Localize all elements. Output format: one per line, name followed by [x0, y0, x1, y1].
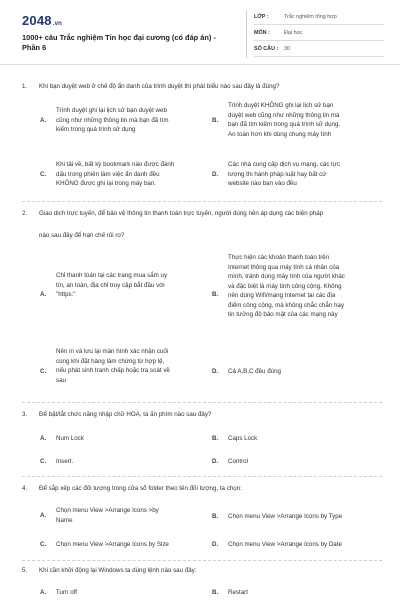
question-text-line: nào sau đây để hạn chế rủi ro?	[39, 232, 125, 239]
option-line: Chọn menu View >Arrange Icons >by	[56, 507, 159, 514]
option-line: Trình duyệt KHÔNG ghi lại lịch sử bạn	[228, 102, 334, 109]
option-text	[228, 160, 340, 189]
option-line: duyệt web cũng như những thông tin mà	[228, 111, 340, 119]
option-line: cũng như những thông tin mà bạn đã tìm	[56, 116, 169, 124]
option-line: tín, an toàn, địa chỉ truy cập bắt đầu với	[56, 281, 165, 289]
option-letter: C.	[40, 171, 47, 178]
option-line: Trình duyệt ghi lại lịch sử bạn duyệt web	[56, 107, 167, 114]
option-text	[228, 512, 342, 522]
option-text	[56, 347, 170, 385]
option-line: Khi tải về, bất kỳ bookmark nào được đánh	[56, 161, 175, 168]
option-line: tin tưởng độ bảo mật của các mạng này	[228, 311, 338, 318]
option-letter: C.	[40, 541, 47, 548]
option-line: sau	[56, 376, 66, 384]
option-text	[56, 540, 169, 550]
option-line: Control	[228, 458, 248, 465]
option-line: kiếm trong quá trình sử dụng	[56, 126, 136, 133]
option-line: Internet thông qua máy tính cá nhân của	[228, 263, 340, 271]
question-divider	[22, 476, 382, 478]
site-logo[interactable]	[22, 13, 62, 28]
option-line: Chỉ thanh toán tại các trang mua sắm uy	[56, 272, 168, 279]
option-line: Chọn menu View >Arrange Icons by Type	[228, 513, 343, 520]
option-line: nên dùng Wifi/mạng Internet tại các địa	[228, 292, 336, 299]
option-line: KHÔNG được ghi lại trong máy bạn.	[56, 180, 157, 187]
option-text	[228, 588, 248, 598]
question-text-line: Để bật/tắt chức năng nhập chữ HOA, ta ấn phím nào sau đây?	[39, 411, 212, 418]
question-number: 4.	[22, 485, 28, 492]
option-line: nếu phát sinh tranh chấp hoặc tra soát về	[56, 367, 170, 374]
question-text	[39, 203, 379, 247]
option-letter: A.	[40, 512, 47, 519]
option-line: Chọn menu View >Arrange Icons by Date	[228, 541, 342, 548]
option-text	[228, 253, 345, 320]
option-line: Các nhà cung cấp dịch vụ mạng, các lực	[228, 161, 340, 168]
question-text-line: Khi cần khởi động lại Windows ta dùng lệnh nào sau đây:	[39, 567, 197, 574]
option-line: dấu trong phiên làm việc ẩn danh đều	[56, 170, 160, 178]
option-letter: A.	[40, 291, 47, 298]
option-text	[228, 101, 340, 139]
option-letter: D.	[212, 541, 219, 548]
question-number: 3.	[22, 411, 28, 418]
option-text	[228, 457, 248, 467]
option-line: bạn đã tìm kiếm trong quá trình sử dụng.	[228, 121, 341, 128]
option-line: điểm công cộng, mà không chắc chắn hay	[228, 301, 344, 309]
option-letter: B.	[212, 117, 219, 124]
option-text	[56, 506, 159, 525]
option-line: lượng thi hành pháp luật hay bất cứ	[228, 170, 327, 178]
option-line: "https:"	[56, 291, 76, 298]
option-line: An toàn hơn khi dùng chung máy tính	[228, 130, 332, 138]
option-text	[56, 457, 73, 467]
option-letter: B.	[212, 291, 219, 298]
meta-key: SỐ CÂU :	[254, 46, 279, 52]
header-divider	[246, 10, 247, 58]
option-line: Caps Lock	[228, 435, 258, 442]
meta-key: LỚP :	[254, 14, 269, 20]
option-text	[56, 588, 77, 598]
option-line: website nào bạn vào đều	[228, 180, 297, 187]
option-letter: B.	[212, 589, 219, 596]
option-line: mình, tránh dùng máy tính của người khác	[228, 273, 345, 280]
question-text	[39, 566, 379, 576]
question-number: 1.	[22, 83, 28, 90]
option-text	[228, 540, 342, 550]
option-line: Turn off	[56, 589, 77, 596]
option-text	[228, 367, 281, 377]
question-text-line: Giao dịch trực tuyến, để bảo vệ thông tin thanh toán trực tuyến, người dùng nên áp dụng các biện pháp	[39, 210, 324, 217]
option-line: cùng khi đặt hàng làm chứng từ hợp lệ,	[56, 357, 165, 365]
question-divider	[22, 402, 382, 404]
option-line: Insert.	[56, 458, 74, 465]
option-text	[56, 106, 169, 135]
question-number: 5.	[22, 567, 28, 574]
document-title	[22, 33, 237, 53]
option-text	[228, 434, 257, 444]
meta-value: 30	[284, 46, 290, 52]
option-letter: D.	[212, 171, 219, 178]
option-letter: D.	[212, 368, 219, 375]
option-line: Name	[56, 516, 73, 524]
question-2	[22, 209, 382, 249]
question-text-line: Khi bạn duyệt web ở chế độ ẩn danh của trình duyệt thì phát biểu nào sau đây là đúng?	[39, 83, 280, 90]
option-letter: B.	[212, 513, 219, 520]
meta-subject-row	[254, 26, 384, 41]
question-text-line: Để sắp xếp các đối tượng trong cửa sổ folder theo tên đối tượng, ta chọn:	[39, 485, 242, 492]
meta-class-row	[254, 10, 384, 25]
logo-tld: .vn	[52, 21, 63, 27]
meta-count-row	[254, 42, 384, 57]
option-letter: A.	[40, 435, 47, 442]
option-letter: B.	[212, 435, 219, 442]
option-line: Thực hiện các khoản thanh toán trên	[228, 254, 330, 261]
question-text	[39, 410, 379, 420]
option-line: Nên in và lưu lại màn hình xác nhận cuối	[56, 348, 169, 355]
logo-main: 2048	[22, 13, 52, 28]
option-text	[56, 271, 167, 300]
document-title-line: Phần 6	[22, 43, 47, 52]
option-line: Num Lock	[56, 435, 84, 442]
option-letter: D.	[212, 458, 219, 465]
document-header	[0, 0, 400, 65]
option-letter: C.	[40, 368, 47, 375]
option-line: Cả A,B,C đều đúng	[228, 368, 281, 375]
meta-key: MÔN :	[254, 30, 270, 36]
option-line: Restart	[228, 589, 248, 596]
question-divider	[22, 560, 382, 562]
option-letter: A.	[40, 589, 47, 596]
question-text	[39, 484, 379, 494]
option-text	[56, 434, 84, 444]
option-letter: A.	[40, 117, 47, 124]
question-text	[39, 82, 379, 92]
option-text	[56, 160, 174, 189]
option-letter: C.	[40, 458, 47, 465]
option-line: Chọn menu View >Arrange Icons by Size	[56, 541, 169, 548]
option-line: và đặc biệt là máy tính công cộng. Không	[228, 282, 342, 290]
meta-value: Đại học	[284, 30, 303, 36]
question-number: 2.	[22, 210, 28, 217]
meta-value: Trắc nghiệm tổng hợp	[284, 14, 337, 20]
document-title-line: 1000+ câu Trắc nghiệm Tin học đại cương (có đáp án) -	[22, 33, 216, 42]
